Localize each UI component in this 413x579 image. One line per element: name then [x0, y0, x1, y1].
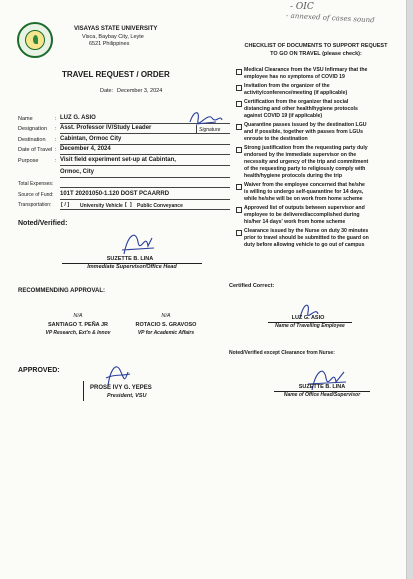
handwritten-note-oic: - OIC	[290, 2, 314, 12]
source-of-fund-underline	[60, 199, 230, 200]
date-of-travel-value: December 4, 2024	[60, 146, 111, 152]
university-address-2: 6521 Philippines	[89, 41, 130, 47]
colon: :	[55, 137, 57, 143]
president-name: PROSE IVY G. YEPES	[90, 385, 152, 391]
checklist-item-8: Clearance issued by the Nurse on duty 30 minutes prior to travel should be submitted to the guard on duty before allowing vehicle to go out of campus	[244, 228, 369, 248]
checklist-checkbox-8[interactable]	[236, 230, 242, 236]
certified-title: Name of Travelling Employee	[275, 323, 345, 329]
noted-verified-label: Noted/Verified:	[18, 220, 68, 227]
noted-title: Immediate Supervisor/Office Head	[87, 264, 177, 270]
name-value: LUZ G. ASIO	[60, 115, 96, 121]
designation-underline	[60, 133, 230, 134]
signature-label: Signature	[199, 127, 221, 133]
colon: :	[55, 126, 57, 132]
vp-research-name: SANTIAGO T. PEÑA JR	[48, 322, 108, 328]
university-seal	[17, 22, 53, 58]
checklist-item-7: Approved list of outputs between supervisor and employee to be delivered/accomplished during his/her 14 days' work from home scheme	[244, 205, 365, 225]
handwritten-note-annex: - annexed of cases sound	[285, 11, 375, 25]
approved-divider	[83, 381, 84, 401]
checklist-title-2: TO GO ON TRAVEL (please check):	[270, 51, 362, 57]
president-title: President, VSU	[107, 393, 147, 399]
noted-except-name: SUZETTE B. LINA	[298, 384, 346, 390]
vp-academic-title: VP for Academic Affairs	[137, 330, 195, 336]
checklist-item-5: Strong justification from the requesting party duly endorsed by the immediate supervisor on the necessity and urgency of the trip and commitment of the requesting party to religiously comply with health/hygiene protocols during the trip	[244, 145, 369, 179]
transportation-underline	[60, 209, 230, 210]
form-title: TRAVEL REQUEST / ORDER	[62, 70, 170, 79]
checklist-checkbox-5[interactable]	[236, 147, 242, 153]
purpose-value-line2: Ormoc, City	[60, 169, 95, 175]
destination-label: Destination	[18, 137, 46, 143]
transport-option-2-label: Public Conveyance	[137, 203, 183, 209]
designation-value: Asst. Professor IV/Study Leader	[60, 125, 152, 131]
colon: :	[55, 116, 57, 122]
university-name: VISAYAS STATE UNIVERSITY	[74, 26, 158, 32]
checklist-checkbox-2[interactable]	[236, 85, 242, 91]
noted-except-title: Name of Office Head/Supervisor	[283, 392, 361, 398]
colon: :	[55, 158, 57, 164]
checklist-checkbox-1[interactable]	[236, 69, 242, 75]
noted-name: SUZETTE B. LINA	[106, 256, 154, 262]
checklist-item-1: Medical Clearance from the VSU Infirmary that the employee has no symptoms of COVID 19	[244, 67, 368, 80]
checklist-item-2: Invitation from the organizer of the activity/conference/meeting (if applicable)	[244, 83, 348, 96]
source-of-fund-value: 101T 20201050-1.120 DOST PCAARRD	[60, 191, 170, 197]
transport-option-2-checkbox[interactable]: [ ]	[125, 202, 132, 208]
vp-academic-na: N/A	[161, 313, 171, 319]
transportation-label: Transportation:	[18, 202, 52, 208]
colon: :	[55, 147, 57, 153]
university-address: Visca, Baybay City, Leyte	[82, 34, 144, 40]
date-of-travel-label: Date of Travel	[18, 147, 53, 153]
checklist-item-4: Quarantine passes issued by the destination LGU and if possible, together with passes from LGUs enroute to the destination	[244, 122, 367, 142]
checklist-checkbox-7[interactable]	[236, 207, 242, 213]
destination-underline	[60, 144, 230, 145]
checklist-item-3: Certification from the organizer that social distancing and other health/hygiene protocols against COVID 19 (if applicable)	[244, 99, 358, 119]
vp-academic-name: ROTACIO S. GRAVOSO	[135, 322, 197, 328]
checklist-checkbox-6[interactable]	[236, 184, 242, 190]
vp-research-title: VP Research, Ext'n & Innov	[45, 330, 111, 336]
purpose-value-line1: Visit field experiment set-up at Cabintan,	[60, 157, 176, 163]
vp-research-na: N/A	[73, 313, 83, 319]
checklist-checkbox-4[interactable]	[236, 124, 242, 130]
checklist-checkbox-3[interactable]	[236, 101, 242, 107]
transport-option-1-checkbox[interactable]: [ / ]	[61, 202, 70, 208]
approved-label: APPROVED:	[18, 367, 60, 374]
transport-option-1-label: University Vehicle	[80, 203, 123, 209]
source-of-fund-label: Source of Fund:	[18, 192, 54, 198]
certified-name: LUZ G. ASIO	[291, 315, 325, 321]
total-expenses-label: Total Expenses:	[18, 181, 54, 187]
certified-correct-label: Certified Correct:	[229, 283, 275, 289]
noted-except-label: Noted/Verified except Clearance from Nurse:	[229, 350, 335, 356]
purpose-underline-2	[60, 177, 230, 178]
checklist-title-1: CHECKLIST OF DOCUMENTS TO SUPPORT REQUEST	[244, 43, 388, 49]
name-label: Name	[18, 116, 33, 122]
date-label: Date:	[100, 88, 114, 94]
purpose-label: Purpose	[18, 158, 39, 164]
total-expenses-underline	[60, 187, 230, 188]
recommending-approval-label: RECOMMENDING APPROVAL:	[18, 288, 105, 294]
purpose-underline-1	[60, 165, 230, 166]
designation-label: Designation	[18, 126, 48, 132]
checklist-item-6: Waiver from the employee concerned that he/she is willing to undergo self-quarantine for 14 days, while he/she will be on work from home scheme	[244, 182, 365, 202]
date-of-travel-underline	[60, 154, 230, 155]
name-signature	[186, 108, 226, 128]
date-value: December 3, 2024	[117, 88, 163, 94]
destination-value: Cabintan, Ormoc City	[60, 136, 122, 142]
